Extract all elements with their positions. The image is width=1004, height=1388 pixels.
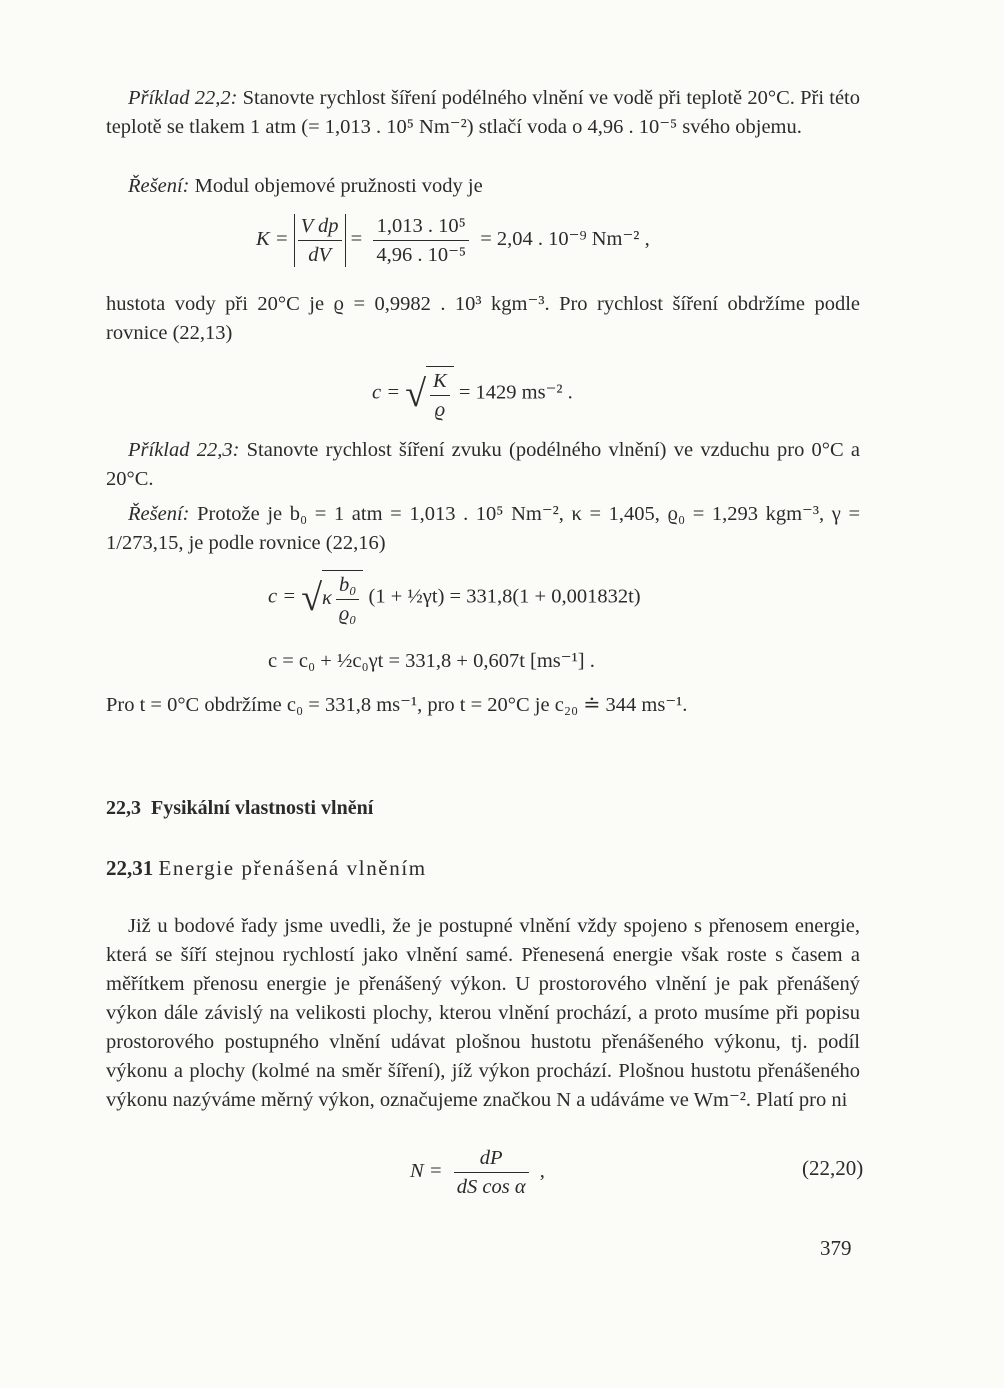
subsection-heading <box>106 856 427 881</box>
equation-sound-speed <box>268 570 641 626</box>
energy-paragraph: Již u bodové řady jsme uvedli, že je postupné vlnění vždy spojeno s přenosem energie, která se šíří stejnou rychlostí jako vlnění samé. Přenesená energie však roste s časem a měřítkem přenosu energie je přenášený výkon. U prostorového vlnění je pak přenášený výkon dále závislý na velikosti plochy, kterou vlnění prochází, a proto musíme při popisu prostorového postupného vlnění udávat plošnou hustotu přenášeného výkonu, tj. podíl výkonu a plochy (kolmé na směr šíření), jíž výkon prochází. Plošnou hustotu přenášeného výkonu nazýváme měrný výkon, označujeme značkou N a udáváme ve Wm⁻². Platí pro ni <box>106 915 860 1111</box>
equation-lhs: K = <box>256 228 289 251</box>
equation-lhs: N = <box>410 1160 443 1183</box>
example-22-2 <box>106 84 860 142</box>
equation-wave-speed-water <box>372 366 573 422</box>
example-text: Stanovte rychlost šíření podélného vlnění ve vodě při teplotě 20°C. Při této teplotě se tlakem 1 atm (= 1,013 . 10⁵ Nm⁻²) stlačí voda o 4,96 . 10⁻⁵ svého objemu. <box>106 87 860 138</box>
absolute-value <box>294 214 346 267</box>
solution-label: Řešení: <box>128 503 190 525</box>
equation-number: (22,20) <box>802 1156 864 1180</box>
fraction-numerator: K <box>430 369 450 396</box>
equals-sign: = <box>350 228 363 251</box>
equation-result: = 1429 ms⁻² . <box>458 381 573 404</box>
solution-text: Modul objemové pružnosti vody je <box>194 175 483 197</box>
example-label: Příklad 22,3: <box>128 439 240 461</box>
equation-comma: , <box>539 1160 545 1183</box>
equation-bulk-modulus <box>256 214 650 267</box>
fraction-numerator: 1,013 . 10⁵ <box>373 214 469 241</box>
section-heading <box>106 797 373 820</box>
square-root: √κ $\frac{\text{b₀}}{\text{ϱ₀}}$ <box>301 570 363 626</box>
solution-2 <box>106 500 860 558</box>
fraction-numerator: b₀ <box>336 573 360 600</box>
fraction-denominator: ϱ <box>434 399 446 421</box>
equation-result: (1 + ½γt) = 331,8(1 + 0,001832t) <box>368 585 641 608</box>
example-22-3 <box>106 436 860 494</box>
equation-result: = 2,04 . 10⁻⁹ Nm⁻² , <box>480 228 650 251</box>
equation-lhs: c = <box>372 381 401 404</box>
square-root: √ $\frac{K}{ϱ}$ <box>405 366 454 422</box>
abs-denominator: dV <box>308 244 332 266</box>
abs-numerator: V dp <box>298 214 342 241</box>
example-label: Příklad 22,2: <box>128 87 238 109</box>
density-text: hustota vody při 20°C je ϱ = 0,9982 . 10³ kgm⁻³. Pro rychlost šíření obdržíme podle rovnice (22,13) <box>106 293 860 344</box>
fraction-denominator: ϱ₀ <box>338 603 357 625</box>
page-number: 379 <box>820 1236 852 1260</box>
equation-sound-speed-linear: c = c₀ + ½c₀γt = 331,8 + 0,607t [ms⁻¹] . <box>268 650 595 672</box>
fraction-numerator: dP <box>454 1146 529 1173</box>
subsection-number: 22,31 <box>106 856 154 880</box>
section-number: 22,3 <box>106 797 141 819</box>
kappa-symbol: κ <box>322 587 332 610</box>
solution-1 <box>106 172 860 201</box>
result-text: Pro t = 0°C obdržíme c₀ = 331,8 ms⁻¹, pro t = 20°C je c₂₀ ≐ 344 ms⁻¹. <box>106 694 688 716</box>
solution-text: Protože je b₀ = 1 atm = 1,013 . 10⁵ Nm⁻², κ = 1,405, ϱ₀ = 1,293 kgm⁻³, γ = 1/273,15, je podle rovnice (22,16) <box>106 503 861 554</box>
equation-lhs: c = <box>268 585 297 608</box>
solution-label: Řešení: <box>128 175 190 197</box>
subsection-title: Energie přenášená vlněním <box>158 856 427 880</box>
fraction-denominator: dS cos α <box>456 1176 526 1198</box>
example-text: Stanovte rychlost šíření zvuku (podélného vlnění) ve vzduchu pro 0°C a 20°C. <box>106 439 860 490</box>
equation-specific-power <box>410 1146 545 1199</box>
fraction-denominator: 4,96 . 10⁻⁵ <box>376 244 467 266</box>
section-title: Fysikální vlastnosti vlnění <box>151 797 374 819</box>
